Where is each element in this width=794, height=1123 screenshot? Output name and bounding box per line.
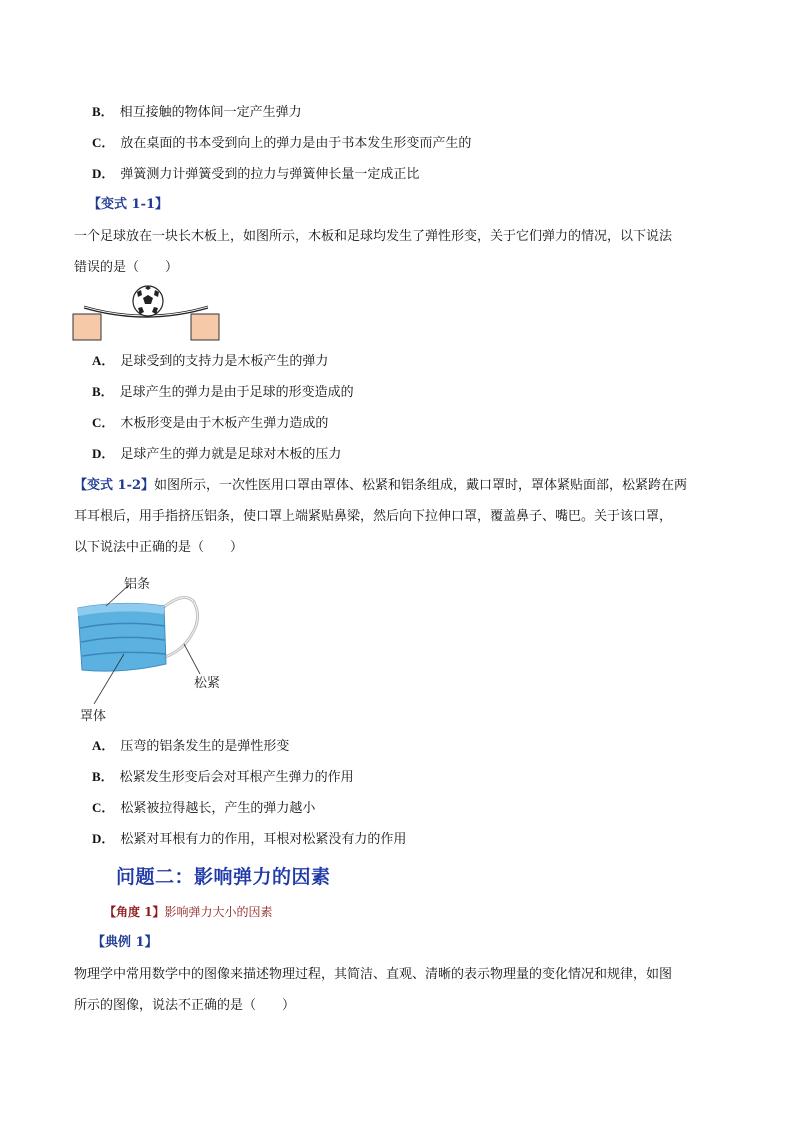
mask-figure [72, 572, 232, 722]
option-c: C． 松紧被拉得越长，产生的弹力越小 [92, 800, 316, 816]
question-text: 错误的是（ ） [74, 260, 179, 275]
option-a: A． 足球受到的支持力是木板产生的弹力 [92, 353, 329, 369]
option-c: C． 木板形变是由于木板产生弹力造成的 [92, 415, 329, 431]
variant-tag: 【变式 1-2】 [74, 478, 155, 493]
question-text: 【变式 1-2】如图所示，一次性医用口罩由罩体、松紧和铝条组成，戴口罩时，罩体紧贴面部，松紧跨在两 [74, 478, 688, 493]
option-d: D． 弹簧测力计弹簧受到的拉力与弹簧伸长量一定成正比 [92, 166, 420, 182]
football-board-figure [72, 284, 232, 344]
left-support-block [73, 314, 101, 340]
question-text: 以下说法中正确的是（ ） [74, 540, 244, 555]
option-a: A． 压弯的铝条发生的是弹性形变 [92, 738, 290, 754]
option-d: D． 足球产生的弹力就是足球对木板的压力 [92, 446, 342, 462]
label-mask-body: 罩体 [80, 709, 107, 724]
question-text: 所示的图像，说法不正确的是（ ） [74, 998, 296, 1013]
right-support-block [191, 314, 219, 340]
question-text: 耳耳根后，用手指挤压铝条，使口罩上端紧贴鼻梁，然后向下拉伸口罩，覆盖鼻子、嘴巴。关于该口罩， [74, 509, 673, 524]
question-text: 一个足球放在一块长木板上，如图所示，木板和足球均发生了弹性形变，关于它们弹力的情况，以下说法 [74, 229, 673, 244]
example-tag: 【典例 1】 [92, 935, 158, 950]
variant-tag: 【变式 1-1】 [88, 197, 169, 212]
option-c: C． 放在桌面的书本受到向上的弹力是由于书本发生形变而产生的 [92, 135, 472, 151]
option-b: B． 松紧发生形变后会对耳根产生弹力的作用 [92, 769, 354, 785]
label-aluminum: 铝条 [124, 577, 151, 592]
option-b: B． 足球产生的弹力是由于足球的形变造成的 [92, 384, 354, 400]
question-text: 物理学中常用数学中的图像来描述物理过程，其简洁、直观、清晰的表示物理量的变化情况和规律，如图 [74, 967, 673, 982]
football-icon [133, 286, 163, 316]
angle-line: 【角度 1】影响弹力大小的因素 [104, 905, 273, 919]
section-heading: 问题二：影响弹力的因素 [116, 866, 331, 888]
option-d: D． 松紧对耳根有力的作用，耳根对松紧没有力的作用 [92, 831, 407, 847]
label-elastic: 松紧 [194, 676, 221, 691]
option-b: B． 相互接触的物体间一定产生弹力 [92, 104, 302, 120]
